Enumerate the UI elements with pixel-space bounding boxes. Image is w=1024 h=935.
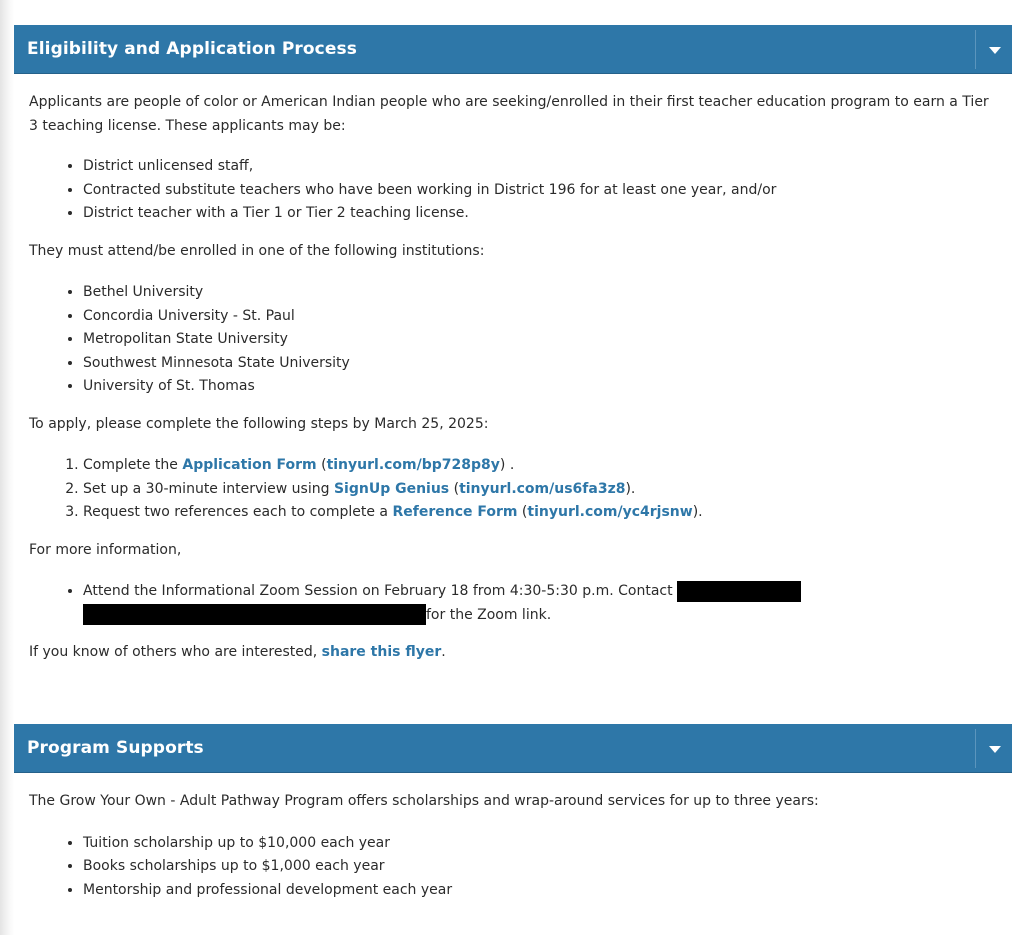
share-text: If you know of others who are interested, (29, 644, 322, 660)
application-form-link[interactable]: Application Form (182, 457, 317, 473)
intro-paragraph: Applicants are people of color or American Indian people who are seeking/enrolled in their first teacher education program to earn a Tier 3 teaching license. These applicants may be: (29, 94, 989, 134)
list-item: • Southwest Minnesota State University (83, 352, 989, 376)
caret-down-icon (989, 746, 1001, 753)
step-text: Request two references each to complete a (83, 504, 393, 520)
share-paragraph (29, 641, 989, 665)
step-item (83, 454, 989, 478)
accordion-toggle-button[interactable] (975, 729, 1012, 768)
signup-genius-link[interactable]: SignUp Genius (333, 480, 450, 497)
redacted-contact-continued (83, 604, 426, 625)
step-text: ( (316, 457, 327, 473)
page-left-shadow (0, 0, 14, 935)
list-item: • Bethel University (83, 281, 989, 305)
step-item (83, 478, 989, 502)
share-flyer-link[interactable]: share this flyer (321, 644, 442, 660)
reference-form-url-link[interactable]: tinyurl.com/yc4rjsnw (527, 504, 693, 520)
applicant-types-list (29, 155, 989, 226)
step-text: Complete the (83, 457, 183, 473)
step-item (83, 501, 989, 525)
section-title: Program Supports (27, 738, 204, 758)
more-info-text: For more information, (29, 541, 182, 558)
signup-genius-url-link[interactable]: tinyurl.com/us6fa3z8 (459, 480, 626, 497)
list-item: • District unlicensed staff, (83, 155, 989, 179)
zoom-session-list (29, 580, 989, 627)
accordion-content-eligibility (29, 91, 989, 665)
step-text: ) . (499, 457, 515, 473)
step-text: Set up a 30-minute interview using (83, 480, 334, 497)
accordion-header-program-supports[interactable] (14, 724, 1012, 773)
step-text: ). (625, 480, 636, 497)
step-text: ( (517, 504, 528, 520)
application-form-url-link[interactable]: tinyurl.com/bp728p8y (326, 457, 500, 473)
list-item: • Books scholarships up to $1,000 each year (83, 855, 989, 879)
list-item: • Concordia University - St. Paul (83, 305, 989, 329)
list-item: • Contracted substitute teachers who have been working in District 196 for at least one year, and/or (83, 179, 989, 203)
list-item: • Tuition scholarship up to $10,000 each year (83, 832, 989, 856)
redacted-contact (677, 581, 801, 602)
application-steps-list (29, 454, 989, 525)
section-title: Eligibility and Application Process (27, 39, 357, 59)
list-item: • Mentorship and professional development each year (83, 879, 989, 903)
zoom-session-text: Attend the Informational Zoom Session on February 18 from 4:30-5:30 p.m. Contact (83, 583, 678, 599)
accordion-content-program-supports (29, 790, 989, 902)
accordion-toggle-button[interactable] (975, 30, 1012, 69)
reference-form-link[interactable]: Reference Form (392, 504, 518, 520)
step-text: ). (692, 504, 703, 520)
list-item: • Metropolitan State University (83, 328, 989, 352)
zoom-suffix-text: for the Zoom link. (426, 606, 552, 623)
apply-intro: To apply, please complete the following steps by March 25, 2025: (29, 415, 489, 432)
share-text: . (441, 644, 446, 660)
supports-intro: The Grow Your Own - Adult Pathway Program offers scholarships and wrap-around services for up to three years: (29, 793, 819, 809)
list-item: • University of St. Thomas (83, 375, 989, 399)
accordion-header-eligibility[interactable] (14, 25, 1012, 74)
institutions-intro: They must attend/be enrolled in one of the following institutions: (29, 242, 485, 259)
caret-down-icon (989, 47, 1001, 54)
list-item: • District teacher with a Tier 1 or Tier 2 teaching license. (83, 202, 989, 226)
institutions-list (29, 281, 989, 399)
step-text: ( (449, 480, 460, 497)
supports-list (29, 832, 989, 903)
list-item (83, 580, 989, 627)
